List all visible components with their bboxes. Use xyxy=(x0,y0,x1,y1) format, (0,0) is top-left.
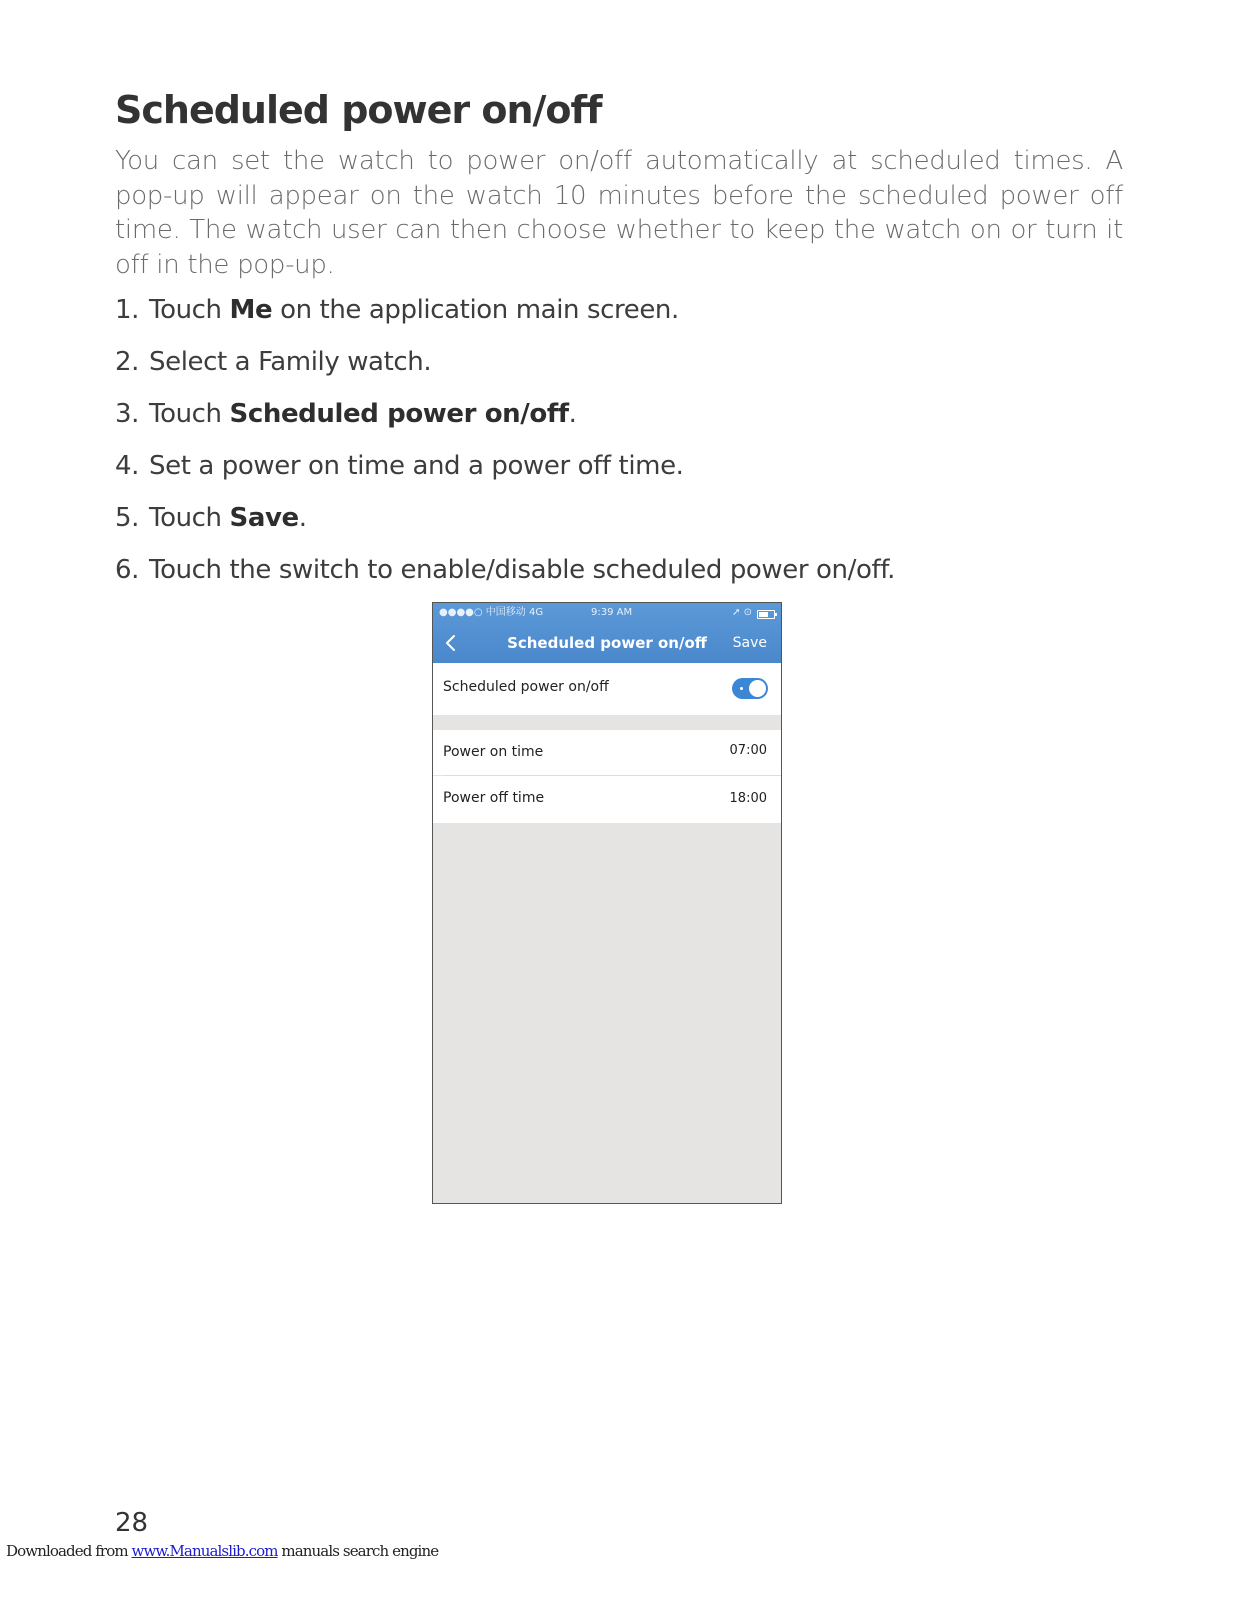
scheduled-power-toggle[interactable] xyxy=(732,678,768,699)
footer-prefix: Downloaded from xyxy=(6,1542,132,1560)
scheduled-power-row xyxy=(433,663,781,715)
page-title: Scheduled power on/off xyxy=(115,88,602,132)
nav-title: Scheduled power on/off xyxy=(507,634,707,652)
step-item xyxy=(115,498,895,550)
step-number: 1. xyxy=(115,295,140,325)
power-off-time-label: Power off time xyxy=(443,790,545,806)
power-off-time-value: 18:00 xyxy=(729,791,767,806)
status-icons xyxy=(732,606,775,620)
step-text-after: . xyxy=(298,503,307,533)
save-button[interactable]: Save xyxy=(732,635,767,651)
scheduled-power-label: Scheduled power on/off xyxy=(443,679,609,695)
step-text: Touch the switch to enable/disable scheduled power on/off. xyxy=(149,555,895,585)
step-number: 2. xyxy=(115,347,140,377)
page-number: 28 xyxy=(115,1508,149,1538)
toggle-on-indicator xyxy=(740,687,743,690)
power-on-time-label: Power on time xyxy=(443,744,544,760)
step-text: Touch xyxy=(149,295,230,325)
status-time: 9:39 AM xyxy=(591,607,633,618)
step-text-after: . xyxy=(568,399,577,429)
power-on-time-row[interactable] xyxy=(433,730,781,775)
step-bold: Scheduled power on/off xyxy=(229,399,569,429)
step-item xyxy=(115,394,895,446)
location-alarm-icons: ➚ ⊙ xyxy=(732,607,752,618)
steps-list xyxy=(115,290,895,602)
step-text: Touch xyxy=(149,503,230,533)
nav-bar xyxy=(433,603,781,663)
download-footer xyxy=(6,1542,438,1560)
status-bar xyxy=(439,606,775,620)
step-text: Select a Family watch. xyxy=(149,347,432,377)
step-item xyxy=(115,290,895,342)
step-number: 6. xyxy=(115,555,140,585)
manualslib-link[interactable]: www.Manualslib.com xyxy=(131,1542,278,1560)
step-item xyxy=(115,550,895,602)
step-item xyxy=(115,342,895,394)
step-text-after: on the application main screen. xyxy=(272,295,679,325)
power-on-time-value: 07:00 xyxy=(729,743,767,758)
step-text: Set a power on time and a power off time. xyxy=(149,451,684,481)
battery-icon xyxy=(757,610,775,619)
step-bold: Save xyxy=(229,503,299,533)
toggle-knob xyxy=(749,680,766,697)
step-number: 5. xyxy=(115,503,140,533)
intro-paragraph: You can set the watch to power on/off automatically at scheduled times. A pop-up will appear on the watch 10 minutes before the scheduled power off time. The watch user can then choose whether to keep the watch on or turn it off in the pop-up. xyxy=(115,146,1123,280)
step-number: 4. xyxy=(115,451,140,481)
footer-suffix: manuals search engine xyxy=(277,1542,439,1560)
power-off-time-row[interactable] xyxy=(433,776,781,823)
carrier-signal: ●●●●○ 中国移动 4G xyxy=(439,607,544,618)
step-text: Touch xyxy=(149,399,230,429)
step-number: 3. xyxy=(115,399,140,429)
step-item xyxy=(115,446,895,498)
phone-screenshot xyxy=(432,602,782,1204)
step-bold: Me xyxy=(229,295,273,325)
